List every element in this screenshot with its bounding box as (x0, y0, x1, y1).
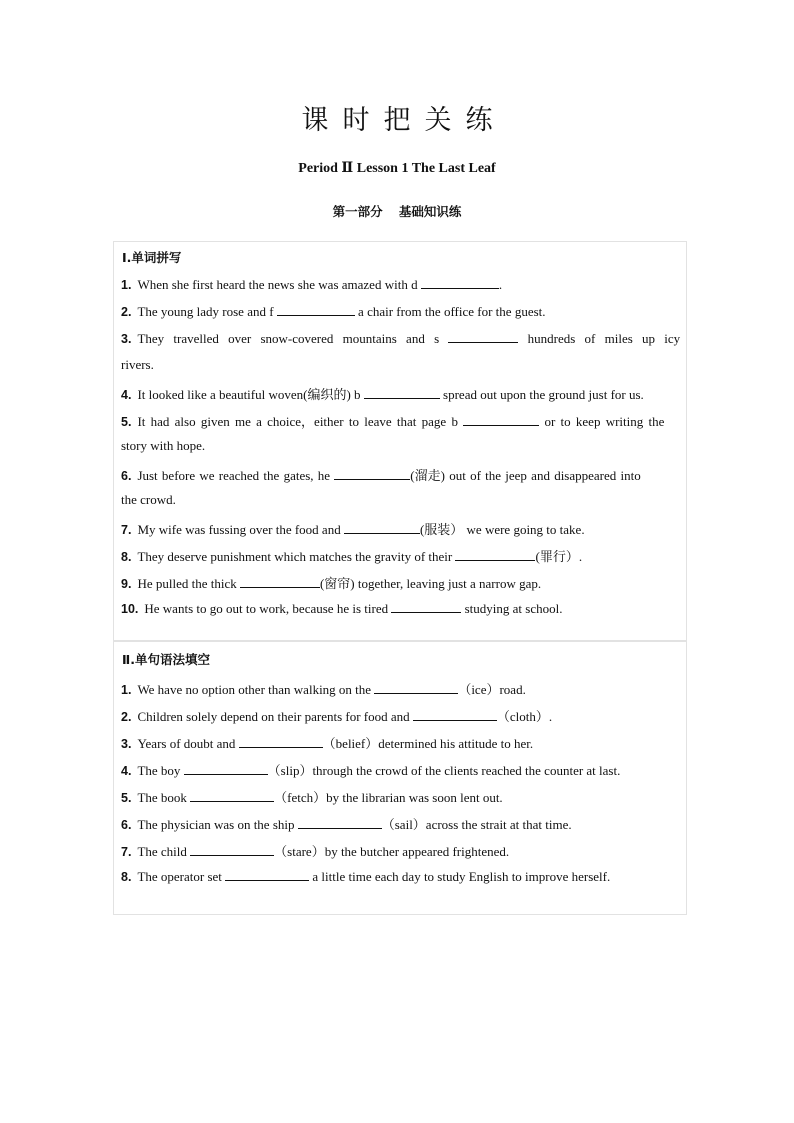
exercise-item: 10. He wants to go out to work, because he is tired studying at school. (121, 601, 563, 616)
exercise-item: 5. The book （fetch）by the librarian was soon lent out. (121, 790, 503, 805)
answer-blank[interactable] (225, 868, 309, 881)
section-2-box (113, 641, 687, 915)
answer-blank[interactable] (277, 303, 355, 316)
exercise-item: 6. Just before we reached the gates, he (溜走) out of the jeep and disappeared into (121, 468, 641, 483)
answer-blank[interactable] (184, 762, 268, 775)
exercise-item: 7. The child （stare）by the butcher appeared frightened. (121, 844, 510, 859)
exercise-item-continued: the crowd. (121, 492, 176, 507)
answer-blank[interactable] (463, 413, 539, 426)
answer-blank[interactable] (364, 386, 440, 399)
part-heading: 第一部分 基础知识练 (332, 204, 462, 219)
answer-blank[interactable] (344, 521, 420, 534)
answer-blank[interactable] (239, 735, 323, 748)
exercise-item: 3. They travelled over snow-covered mountains and s hundreds of miles up icy (121, 331, 681, 346)
exercise-item: 1. When she first heard the news she was amazed with d . (121, 277, 503, 292)
exercise-item: 5. It had also given me a choice，either to leave that page b or to keep writing the (121, 414, 665, 429)
answer-blank[interactable] (298, 816, 382, 829)
exercise-item: 2. The young lady rose and f a chair from the office for the guest. (121, 304, 546, 319)
exercise-item-continued: rivers. (121, 357, 154, 372)
answer-blank[interactable] (421, 276, 499, 289)
exercise-item: 2. Children solely depend on their parents for food and （cloth）. (121, 709, 553, 724)
section-1-heading: Ⅰ.单词拼写 (122, 250, 182, 265)
answer-blank[interactable] (455, 548, 535, 561)
page-title: 课时把关练 (301, 105, 507, 136)
exercise-item: 8. They deserve punishment which matches the gravity of their (罪行）. (121, 549, 583, 564)
exercise-item: 7. My wife was fussing over the food and (服装） we were going to take. (121, 522, 585, 537)
exercise-item: 9. He pulled the thick (窗帘) together, leaving just a narrow gap. (121, 576, 542, 591)
answer-blank[interactable] (448, 330, 518, 343)
exercise-item: 4. It looked like a beautiful woven(编织的) b spread out upon the ground just for us. (121, 387, 644, 402)
exercise-item: 3. Years of doubt and （belief）determined his attitude to her. (121, 736, 534, 751)
section-2-heading: Ⅱ.单句语法填空 (122, 652, 210, 667)
exercise-item: 8. The operator set a little time each day to study English to improve herself. (121, 869, 611, 884)
exercise-item: 6. The physician was on the ship （sail）across the strait at that time. (121, 817, 572, 832)
answer-blank[interactable] (374, 681, 458, 694)
answer-blank[interactable] (334, 467, 410, 480)
answer-blank[interactable] (413, 708, 497, 721)
lesson-subtitle: Period Ⅱ Lesson 1 The Last Leaf (298, 161, 496, 176)
answer-blank[interactable] (240, 575, 320, 588)
answer-blank[interactable] (190, 843, 274, 856)
answer-blank[interactable] (391, 600, 461, 613)
exercise-item: 4. The boy （slip）through the crowd of the clients reached the counter at last. (121, 763, 621, 778)
exercise-item: 1. We have no option other than walking on the （ice）road. (121, 682, 526, 697)
section-1-box (113, 241, 687, 641)
answer-blank[interactable] (190, 789, 274, 802)
exercise-item-continued: story with hope. (121, 438, 206, 453)
